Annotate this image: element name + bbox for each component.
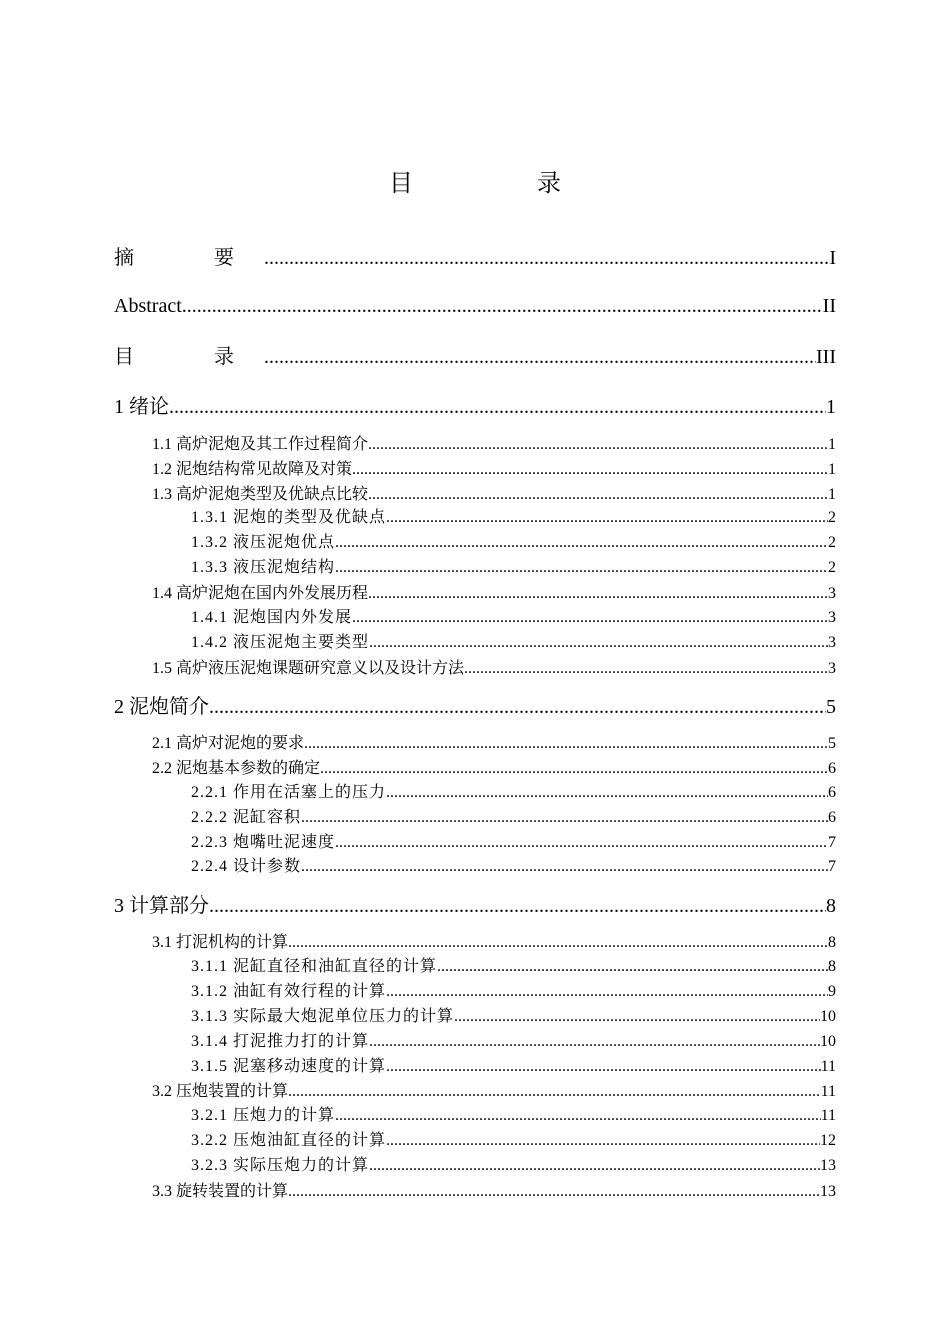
toc-page-number: 9 — [828, 983, 836, 1000]
toc-page-number: 12 — [820, 1132, 836, 1149]
toc-entry-text: 计算部分 — [129, 893, 209, 917]
toc-entry-number: 3.2.1 — [191, 1107, 233, 1124]
toc-leader — [301, 807, 828, 829]
toc-page-number: 5 — [826, 696, 836, 718]
toc-leader — [335, 557, 828, 579]
toc-page-number: 11 — [820, 1107, 836, 1124]
toc-entry-text: 打泥机构的计算 — [176, 932, 289, 951]
toc-entry-text: 高炉液压泥炮课题研究意义以及设计方法 — [176, 658, 465, 677]
toc-entry-text: 泥炮的类型及优缺点 — [233, 509, 387, 526]
toc-entry-number: 2.2.2 — [191, 809, 233, 826]
toc-entry-number: 3.2 — [152, 1083, 176, 1100]
toc-entry[interactable] — [191, 1105, 836, 1127]
toc-page-number: 3 — [828, 634, 836, 651]
toc-leader — [454, 1006, 820, 1028]
toc-entry-text: 目 录 — [114, 344, 264, 368]
toc-leader — [386, 782, 828, 804]
toc-entry[interactable] — [191, 557, 836, 579]
toc-entry-text: 绪论 — [129, 394, 169, 418]
toc-leader — [169, 393, 826, 421]
toc-entry-text: 高炉泥炮及其工作过程简介 — [176, 434, 369, 453]
toc-leader — [368, 583, 828, 605]
toc-entry[interactable] — [191, 1056, 836, 1078]
toc-entry-text: 液压泥炮主要类型 — [233, 634, 370, 651]
toc-entry-number: 1.4 — [152, 585, 176, 602]
page-title: 目 录 — [389, 171, 611, 197]
toc-entry[interactable] — [152, 433, 836, 455]
toc-entry-text: 打泥推力打的计算 — [233, 1033, 370, 1050]
toc-entry-text: 高炉泥炮类型及优缺点比较 — [176, 484, 369, 503]
toc-entry-text: 泥缸容积 — [233, 809, 302, 826]
toc-entry-text: 摘 要 — [114, 245, 264, 269]
toc-leader — [182, 292, 823, 320]
toc-page-number: I — [829, 247, 836, 269]
toc-entry[interactable] — [152, 757, 836, 779]
toc-entry-text: 液压泥炮优点 — [233, 534, 336, 551]
toc-leader — [335, 532, 828, 554]
toc-entry-number: 2.2.4 — [191, 858, 233, 875]
toc-entry[interactable] — [191, 832, 836, 854]
toc-leader — [288, 932, 828, 954]
toc-entry-text: 实际压炮力的计算 — [233, 1157, 370, 1174]
toc-entry-number: 3.1.5 — [191, 1058, 233, 1075]
toc-entry-number: 1.3.2 — [191, 534, 233, 551]
toc-entry-number: 2.1 — [152, 735, 176, 752]
toc-leader — [209, 693, 826, 721]
toc-leader — [335, 832, 828, 854]
toc-entry-text: 压炮力的计算 — [233, 1107, 336, 1124]
toc-page-number: 1 — [828, 461, 836, 478]
toc-leader — [304, 733, 828, 755]
toc-entry-number: 1.4.2 — [191, 634, 233, 651]
toc-entry-number: 1.3.3 — [191, 559, 233, 576]
toc-entry-number: 2 — [114, 696, 129, 718]
toc-entry[interactable] — [114, 243, 836, 271]
toc-entry-number: 3.1.4 — [191, 1033, 233, 1050]
toc-entry-text: 泥缸直径和油缸直径的计算 — [233, 958, 438, 975]
toc-entry[interactable] — [191, 956, 836, 978]
toc-leader — [264, 343, 816, 371]
toc-entry-text: 油缸有效行程的计算 — [233, 983, 387, 1000]
toc-entry-number: 2.2.1 — [191, 784, 233, 801]
toc-entry-text: 泥塞移动速度的计算 — [233, 1058, 387, 1075]
toc-entry-text: 炮嘴吐泥速度 — [233, 834, 336, 851]
toc-entry-text: 压炮油缸直径的计算 — [233, 1132, 387, 1149]
toc-entry-number: 1.3.1 — [191, 509, 233, 526]
toc-entry-number: 3.1.1 — [191, 958, 233, 975]
toc-page-number: 13 — [820, 1183, 836, 1200]
toc-page-number: 11 — [820, 1083, 836, 1100]
toc-entry[interactable] — [191, 807, 836, 829]
toc-page-number: 8 — [828, 934, 836, 951]
toc-entry-number: 3.3 — [152, 1183, 176, 1200]
toc-entry[interactable] — [152, 1180, 836, 1202]
toc-leader — [264, 244, 829, 272]
toc-entry-number: 3.1 — [152, 934, 176, 951]
toc-entry-number: 3 — [114, 895, 129, 917]
toc-page-number: 11 — [820, 1058, 836, 1075]
toc-entry[interactable] — [191, 981, 836, 1003]
toc-leader — [288, 1181, 820, 1203]
toc-entry-text: 实际最大炮泥单位压力的计算 — [233, 1008, 455, 1025]
toc-page-number: 1 — [828, 436, 836, 453]
toc-entry-number: 3.2.2 — [191, 1132, 233, 1149]
toc-entry[interactable] — [191, 532, 836, 554]
toc-page-number: 6 — [828, 760, 836, 777]
toc-entry[interactable] — [114, 392, 836, 420]
toc-page-number: 1 — [826, 396, 836, 418]
toc-entry-text: 液压泥炮结构 — [233, 559, 336, 576]
toc-page-number: 2 — [828, 509, 836, 526]
toc-leader — [369, 1155, 820, 1177]
toc-page-number: 3 — [828, 609, 836, 626]
toc-entry[interactable] — [191, 1130, 836, 1152]
toc-entry[interactable] — [152, 483, 836, 505]
toc-page-number: 6 — [828, 809, 836, 826]
toc-leader — [386, 1056, 821, 1078]
toc-entry-text: 泥炮基本参数的确定 — [176, 758, 321, 777]
toc-page-number: 10 — [820, 1008, 836, 1025]
toc-entry-text: 泥炮国内外发展 — [233, 609, 353, 626]
toc-leader — [320, 758, 828, 780]
toc-page-number: 2 — [828, 559, 836, 576]
toc-entry-number: 1.4.1 — [191, 609, 233, 626]
toc-leader — [369, 632, 828, 654]
toc-page-number: 13 — [820, 1157, 836, 1174]
toc-leader — [352, 459, 828, 481]
toc-entry-number: 2.2.3 — [191, 834, 233, 851]
toc-entry[interactable] — [191, 782, 836, 804]
toc-entry-number: 3.1.2 — [191, 983, 233, 1000]
toc-entry[interactable] — [114, 342, 836, 370]
toc-entry[interactable] — [152, 458, 836, 480]
toc-entry[interactable] — [152, 657, 836, 679]
toc-entry-number: 3.2.3 — [191, 1157, 233, 1174]
toc-page-number: 10 — [820, 1033, 836, 1050]
toc-page-number: 1 — [828, 486, 836, 503]
toc-leader — [368, 434, 828, 456]
toc-entry[interactable] — [191, 507, 836, 529]
toc-entry[interactable] — [152, 582, 836, 604]
toc-entry-number: 1.3 — [152, 486, 176, 503]
toc-leader — [209, 892, 826, 920]
toc-page-number: III — [816, 346, 836, 368]
toc-entry-text: 压炮装置的计算 — [176, 1081, 289, 1100]
toc-entry[interactable] — [191, 1155, 836, 1177]
toc-leader — [335, 1105, 821, 1127]
toc-page-number: 5 — [828, 735, 836, 752]
toc-entry-number: 3.1.3 — [191, 1008, 233, 1025]
toc-page-number: 3 — [828, 585, 836, 602]
toc-entry-text: 泥炮结构常见故障及对策 — [176, 459, 353, 478]
toc-entry-text: 泥炮简介 — [129, 694, 209, 718]
toc-entry[interactable] — [191, 1031, 836, 1053]
toc-entry-number: 1.5 — [152, 660, 176, 677]
toc-page-number: 7 — [828, 858, 836, 875]
toc-entry[interactable] — [191, 632, 836, 654]
toc-entry-text: 旋转装置的计算 — [176, 1181, 289, 1200]
toc-entry[interactable] — [191, 856, 836, 878]
toc-leader — [386, 507, 828, 529]
toc-entry[interactable] — [191, 1006, 836, 1028]
toc-entry-text: Abstract — [114, 295, 182, 317]
toc-entry-text: 作用在活塞上的压力 — [233, 784, 387, 801]
toc-entry[interactable] — [152, 1080, 836, 1102]
toc-entry-text: 高炉泥炮在国内外发展历程 — [176, 583, 369, 602]
toc-entry-text: 高炉对泥炮的要求 — [176, 733, 305, 752]
toc-leader — [352, 607, 828, 629]
toc-entry-number: 1.2 — [152, 461, 176, 478]
toc-page-number: 7 — [828, 834, 836, 851]
toc-entry[interactable] — [152, 732, 836, 754]
toc-entry[interactable] — [114, 692, 836, 720]
toc-leader — [301, 856, 828, 878]
toc-entry-number: 1.1 — [152, 436, 176, 453]
toc-entry-text: 设计参数 — [233, 858, 302, 875]
toc-leader — [386, 981, 828, 1003]
toc-entry-number: 2.2 — [152, 760, 176, 777]
toc-entry[interactable] — [191, 607, 836, 629]
toc-page-number: 8 — [826, 895, 836, 917]
toc-leader — [369, 1031, 820, 1053]
toc-page-number: 6 — [828, 784, 836, 801]
toc-leader — [368, 484, 828, 506]
toc-entry[interactable] — [114, 891, 836, 919]
toc-page-number: 8 — [828, 958, 836, 975]
toc-leader — [288, 1081, 821, 1103]
toc-page-number: 3 — [828, 660, 836, 677]
toc-page-number: II — [822, 295, 836, 317]
toc-entry[interactable] — [152, 931, 836, 953]
toc-leader — [437, 956, 828, 978]
toc-entry-number: 1 — [114, 396, 129, 418]
toc-leader — [464, 658, 828, 680]
toc-entry[interactable] — [114, 292, 836, 320]
toc-leader — [386, 1130, 820, 1152]
toc-page-number: 2 — [828, 534, 836, 551]
